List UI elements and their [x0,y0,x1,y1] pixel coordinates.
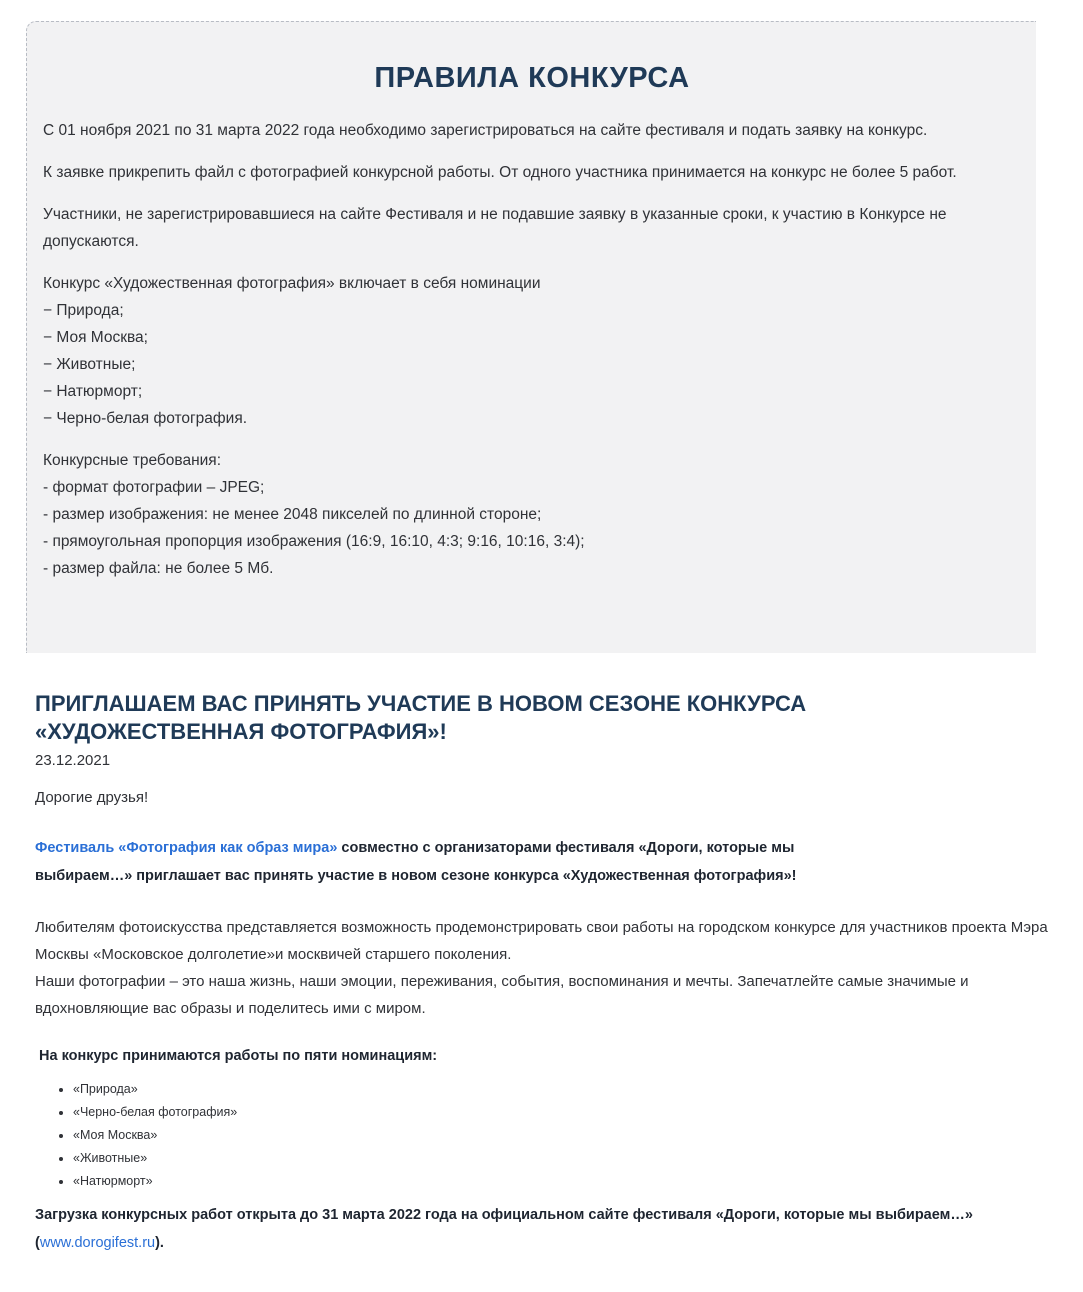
rules-nomination-item: − Черно-белая фотография. [43,410,248,427]
news-date: 23.12.2021 [35,752,111,769]
nomination-item: • «Животные» [73,1147,1075,1170]
nomination-item: • «Моя Москва» [73,1124,1075,1147]
rules-paragraph-eligibility: Участники, не зарегистрировавшиеся на сайте Фестиваля и не подавшие заявку в указанные сроки, к участию в Конкурсе не допускаются. [43,206,947,250]
nomination-item: • «Натюрморт» [73,1170,1075,1193]
nomination-item: • «Природа» [73,1078,1075,1101]
announcement-text: совместно с организаторами фестиваля «Дороги, которые мы выбираем…» приглашает вас принять участие в новом сезоне конкурса «Художественная фотография»! [35,840,797,884]
rules-requirement-item: - размер файла: не более 5 Мб. [43,560,274,577]
rules-nominations-intro: Конкурс «Художественная фотография» включает в себя номинации [43,275,541,292]
rules-paragraph-registration: С 01 ноября 2021 по 31 марта 2022 года необходимо зарегистрироваться на сайте фестиваля и подать заявку на конкурс. [43,122,928,139]
rules-paragraph-attachment: К заявке прикрепить файл с фотографией конкурсной работы. От одного участника принимается на конкурс не более 5 работ. [43,164,957,181]
news-greeting: Дорогие друзья! [35,789,149,806]
rules-nomination-item: − Натюрморт; [43,383,143,400]
dorogifest-link[interactable]: www.dorogifest.ru [39,1235,156,1251]
rules-nomination-item: − Животные; [43,356,136,373]
upload-tail: ). [155,1235,164,1251]
rules-requirement-item: - размер изображения: не менее 2048 пикселей по длинной стороне; [43,506,542,523]
rules-requirement-item: - формат фотографии – JPEG; [43,479,265,496]
news-intro-line: Наши фотографии – это наша жизнь, наши эмоции, переживания, события, воспоминания и мечты. Запечатлейте самые значимые и вдохновляющие вас образы и поделитесь ими с миром. [35,973,969,1017]
rules-nomination-item: − Моя Москва; [43,329,148,346]
news-article [35,690,1075,1257]
rules-nominations [43,270,1023,432]
festival-link[interactable]: Фестиваль «Фотография как образ мира» [35,840,338,856]
contest-rules-panel [26,21,1036,653]
news-announcement [35,834,895,890]
news-intro-line: Любителям фотоискусства представляется возможность продемонстрировать свои работы на городском конкурсе для участников проекта Мэра Москвы «Московское долголетие»и москвичей старшего поколения. [35,919,1048,963]
rules-body [43,117,1023,597]
rules-title: ПРАВИЛА КОНКУРСА [374,62,690,94]
nominations-heading: На конкурс принимаются работы по пяти номинациям: [39,1048,438,1064]
rules-requirement-item: - прямоугольная пропорция изображения (16:9, 16:10, 4:3; 9:16, 10:16, 3:4); [43,533,585,550]
news-title: ПРИГЛАШАЕМ ВАС ПРИНЯТЬ УЧАСТИЕ В НОВОМ СЕЗОНЕ КОНКУРСА «ХУДОЖЕСТВЕННАЯ ФОТОГРАФИЯ»! [35,691,807,744]
rules-nomination-item: − Природа; [43,302,124,319]
nomination-item: • «Черно-белая фотография» [73,1101,1075,1124]
news-intro [35,914,1080,1022]
upload-info [35,1201,995,1257]
rules-requirements-intro: Конкурсные требования: [43,452,222,469]
nominations-list [35,1078,1075,1193]
rules-requirements [43,447,1023,582]
upload-text: Загрузка конкурсных работ открыта до 31 марта 2022 года на официальном сайте фестиваля «Дороги, которые мы выбираем…» ( [35,1207,973,1251]
